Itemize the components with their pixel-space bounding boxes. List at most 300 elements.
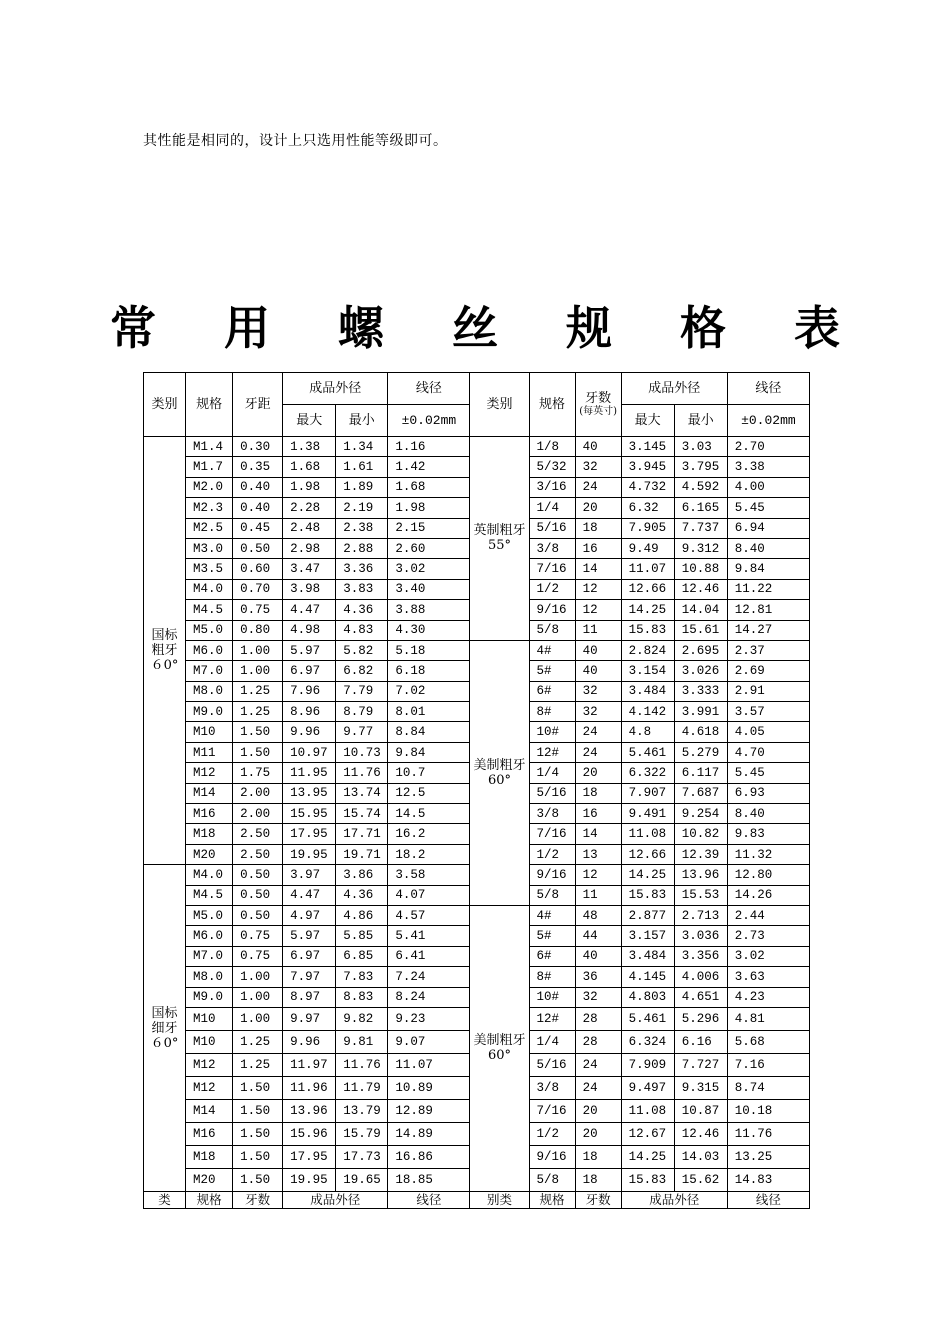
cell-l-4: 5.18 [388, 640, 470, 660]
cell-r-1: 16 [575, 538, 621, 558]
cell-r-1: 40 [575, 661, 621, 681]
cell-r-2: 3.484 [621, 681, 674, 701]
cell-r-2: 4.803 [621, 987, 674, 1007]
cell-l-2: 8.96 [283, 702, 336, 722]
cell-r-4: 6.94 [727, 518, 809, 538]
header-max-left: 最大 [283, 405, 336, 437]
footer-cell: 类 [144, 1191, 186, 1208]
cell-l-1: 0.50 [233, 538, 283, 558]
cell-r-1: 48 [575, 905, 621, 925]
cell-l-2: 9.96 [283, 722, 336, 742]
cell-r-2: 2.824 [621, 640, 674, 660]
cell-r-1: 18 [575, 783, 621, 803]
cell-r-3: 6.16 [674, 1030, 727, 1053]
cell-r-0: 10# [529, 722, 575, 742]
cell-l-4: 4.57 [388, 905, 470, 925]
cell-r-4: 12.81 [727, 600, 809, 620]
cell-l-1: 0.75 [233, 600, 283, 620]
cell-r-0: 1/4 [529, 1030, 575, 1053]
cell-r-2: 4.732 [621, 477, 674, 497]
cell-l-4: 4.07 [388, 885, 470, 905]
header-category-left: 类别 [144, 373, 186, 437]
cell-r-2: 4.145 [621, 967, 674, 987]
cell-r-4: 8.40 [727, 538, 809, 558]
cell-l-3: 13.79 [336, 1099, 388, 1122]
cell-l-4: 5.41 [388, 926, 470, 946]
cell-l-1: 1.50 [233, 722, 283, 742]
cell-l-0: M20 [186, 1168, 233, 1191]
cell-r-4: 5.45 [727, 498, 809, 518]
cell-r-1: 18 [575, 1168, 621, 1191]
cell-r-3: 4.592 [674, 477, 727, 497]
cell-r-0: 5/32 [529, 457, 575, 477]
cell-l-3: 17.73 [336, 1145, 388, 1168]
header-pitch: 牙距 [233, 373, 283, 437]
header-threads [575, 373, 621, 437]
cell-r-3: 6.165 [674, 498, 727, 518]
cell-r-2: 15.83 [621, 620, 674, 640]
cell-r-4: 13.25 [727, 1145, 809, 1168]
cell-l-2: 19.95 [283, 844, 336, 864]
cell-r-3: 12.39 [674, 844, 727, 864]
cell-l-0: M9.0 [186, 702, 233, 722]
header-pitch-dia-left: 线径 [388, 373, 470, 405]
cell-l-4: 1.42 [388, 457, 470, 477]
cell-r-2: 5.461 [621, 1007, 674, 1030]
cell-r-4: 11.22 [727, 579, 809, 599]
cell-r-2: 12.67 [621, 1122, 674, 1145]
cell-r-3: 12.46 [674, 1122, 727, 1145]
header-min-left: 最小 [336, 405, 388, 437]
cell-l-0: M12 [186, 763, 233, 783]
cell-r-0: 4# [529, 640, 575, 660]
cell-l-4: 18.2 [388, 844, 470, 864]
cell-r-4: 10.18 [727, 1099, 809, 1122]
cell-l-0: M10 [186, 1030, 233, 1053]
cell-l-4: 3.02 [388, 559, 470, 579]
cell-r-1: 32 [575, 681, 621, 701]
cell-r-3: 14.03 [674, 1145, 727, 1168]
cell-r-2: 4.8 [621, 722, 674, 742]
cell-r-3: 15.61 [674, 620, 727, 640]
cell-l-3: 4.36 [336, 600, 388, 620]
cell-r-3: 10.82 [674, 824, 727, 844]
cell-r-1: 12 [575, 600, 621, 620]
cell-r-3: 3.795 [674, 457, 727, 477]
cell-r-1: 12 [575, 579, 621, 599]
cell-l-0: M16 [186, 1122, 233, 1145]
cell-r-1: 40 [575, 437, 621, 457]
cell-l-0: M7.0 [186, 661, 233, 681]
cell-l-4: 3.40 [388, 579, 470, 599]
cell-r-3: 3.356 [674, 946, 727, 966]
header-outer-dia-left: 成品外径 [283, 373, 388, 405]
cell-l-2: 1.98 [283, 477, 336, 497]
category-right-uk_coarse: 英制粗牙55° [470, 437, 529, 641]
cell-l-4: 12.89 [388, 1099, 470, 1122]
cell-l-2: 1.68 [283, 457, 336, 477]
header-tolerance-left: ±0.02mm [388, 405, 470, 437]
cell-l-2: 6.97 [283, 946, 336, 966]
header-threads-note: (每英寸) [579, 406, 617, 417]
cell-r-1: 32 [575, 457, 621, 477]
cell-l-3: 3.36 [336, 559, 388, 579]
cell-l-3: 3.83 [336, 579, 388, 599]
cell-l-4: 4.30 [388, 620, 470, 640]
cell-l-4: 16.2 [388, 824, 470, 844]
cell-l-2: 19.95 [283, 1168, 336, 1191]
cell-r-1: 11 [575, 885, 621, 905]
cell-l-3: 11.76 [336, 1053, 388, 1076]
cell-l-3: 19.71 [336, 844, 388, 864]
cell-r-0: 10# [529, 987, 575, 1007]
cell-l-1: 2.50 [233, 824, 283, 844]
cell-l-4: 10.7 [388, 763, 470, 783]
cell-r-2: 6.322 [621, 763, 674, 783]
cell-l-1: 1.50 [233, 1099, 283, 1122]
cell-l-0: M6.0 [186, 640, 233, 660]
cell-r-0: 1/2 [529, 579, 575, 599]
cell-l-2: 11.95 [283, 763, 336, 783]
cell-l-0: M5.0 [186, 905, 233, 925]
cell-l-4: 3.88 [388, 600, 470, 620]
cell-l-0: M4.5 [186, 885, 233, 905]
cell-l-4: 11.07 [388, 1053, 470, 1076]
cell-r-2: 15.83 [621, 885, 674, 905]
cell-l-4: 9.84 [388, 742, 470, 762]
cell-l-3: 9.82 [336, 1007, 388, 1030]
cell-l-0: M14 [186, 1099, 233, 1122]
cell-l-4: 1.68 [388, 477, 470, 497]
cell-r-3: 3.333 [674, 681, 727, 701]
cell-r-2: 5.461 [621, 742, 674, 762]
cell-r-2: 14.25 [621, 1145, 674, 1168]
cell-r-3: 5.279 [674, 742, 727, 762]
cell-l-4: 2.15 [388, 518, 470, 538]
cell-l-1: 1.25 [233, 1053, 283, 1076]
cell-l-3: 2.88 [336, 538, 388, 558]
cell-l-2: 2.98 [283, 538, 336, 558]
cell-l-1: 0.45 [233, 518, 283, 538]
cell-l-3: 9.81 [336, 1030, 388, 1053]
cell-r-3: 7.737 [674, 518, 727, 538]
cell-r-1: 44 [575, 926, 621, 946]
cell-l-2: 15.95 [283, 804, 336, 824]
cell-r-4: 8.40 [727, 804, 809, 824]
cell-r-1: 14 [575, 559, 621, 579]
header-spec-left: 规格 [186, 373, 233, 437]
cell-r-2: 7.909 [621, 1053, 674, 1076]
cell-l-1: 0.60 [233, 559, 283, 579]
cell-r-3: 7.687 [674, 783, 727, 803]
cell-r-2: 9.49 [621, 538, 674, 558]
cell-l-2: 17.95 [283, 824, 336, 844]
cell-r-3: 9.315 [674, 1076, 727, 1099]
cell-l-2: 13.96 [283, 1099, 336, 1122]
cell-l-2: 7.96 [283, 681, 336, 701]
cell-r-2: 6.32 [621, 498, 674, 518]
cell-r-4: 8.74 [727, 1076, 809, 1099]
cell-l-3: 1.61 [336, 457, 388, 477]
cell-l-2: 9.97 [283, 1007, 336, 1030]
cell-r-4: 2.44 [727, 905, 809, 925]
cell-l-1: 0.30 [233, 437, 283, 457]
cell-l-0: M10 [186, 722, 233, 742]
table-row [144, 640, 810, 660]
cell-l-2: 10.97 [283, 742, 336, 762]
cell-l-1: 0.50 [233, 905, 283, 925]
cell-r-1: 20 [575, 1122, 621, 1145]
cell-r-4: 6.93 [727, 783, 809, 803]
cell-l-0: M11 [186, 742, 233, 762]
cell-r-2: 11.08 [621, 1099, 674, 1122]
cell-l-0: M2.3 [186, 498, 233, 518]
header-spec-right: 规格 [529, 373, 575, 437]
cell-r-4: 9.84 [727, 559, 809, 579]
cell-l-4: 7.24 [388, 967, 470, 987]
cell-l-1: 1.50 [233, 1122, 283, 1145]
header-max-right: 最大 [621, 405, 674, 437]
cell-r-3: 6.117 [674, 763, 727, 783]
cell-r-0: 9/16 [529, 865, 575, 885]
cell-l-3: 13.74 [336, 783, 388, 803]
page-title: 常 用 螺 丝 规 格 表 [109, 301, 867, 355]
category-right-us_coarse_b: 美制粗牙60° [470, 905, 529, 1191]
cell-l-1: 1.00 [233, 987, 283, 1007]
cell-r-2: 11.07 [621, 559, 674, 579]
cell-l-3: 4.86 [336, 905, 388, 925]
cell-r-4: 3.63 [727, 967, 809, 987]
cell-r-2: 3.157 [621, 926, 674, 946]
cell-r-1: 24 [575, 1076, 621, 1099]
cell-r-1: 40 [575, 640, 621, 660]
cell-l-2: 2.28 [283, 498, 336, 518]
cell-l-2: 6.97 [283, 661, 336, 681]
cell-r-0: 5# [529, 661, 575, 681]
footer-cell: 别类 [470, 1191, 529, 1208]
cell-r-3: 2.713 [674, 905, 727, 925]
cell-l-1: 2.50 [233, 844, 283, 864]
header-threads-label: 牙数 [585, 391, 612, 406]
cell-r-0: 8# [529, 967, 575, 987]
cell-l-2: 1.38 [283, 437, 336, 457]
cell-r-3: 9.312 [674, 538, 727, 558]
cell-r-2: 3.145 [621, 437, 674, 457]
cell-r-0: 3/8 [529, 804, 575, 824]
cell-l-0: M20 [186, 844, 233, 864]
cell-l-3: 11.79 [336, 1076, 388, 1099]
header-min-right: 最小 [674, 405, 727, 437]
footer-cell: 线径 [727, 1191, 809, 1208]
cell-r-2: 3.154 [621, 661, 674, 681]
cell-r-4: 14.26 [727, 885, 809, 905]
cell-r-3: 9.254 [674, 804, 727, 824]
footer-cell: 成品外径 [283, 1191, 388, 1208]
cell-l-0: M4.5 [186, 600, 233, 620]
cell-r-1: 24 [575, 1053, 621, 1076]
cell-r-0: 6# [529, 681, 575, 701]
cell-l-3: 8.83 [336, 987, 388, 1007]
cell-r-2: 9.491 [621, 804, 674, 824]
cell-r-1: 16 [575, 804, 621, 824]
cell-l-3: 9.77 [336, 722, 388, 742]
cell-r-2: 7.905 [621, 518, 674, 538]
cell-l-3: 11.76 [336, 763, 388, 783]
cell-l-1: 0.80 [233, 620, 283, 640]
cell-r-3: 4.651 [674, 987, 727, 1007]
cell-l-1: 1.25 [233, 1030, 283, 1053]
cell-l-0: M5.0 [186, 620, 233, 640]
cell-l-2: 9.96 [283, 1030, 336, 1053]
cell-l-2: 11.97 [283, 1053, 336, 1076]
cell-r-0: 1/4 [529, 498, 575, 518]
cell-l-4: 8.01 [388, 702, 470, 722]
cell-r-0: 12# [529, 742, 575, 762]
cell-l-4: 3.58 [388, 865, 470, 885]
category-right-us_coarse_a: 美制粗牙60° [470, 640, 529, 905]
cell-l-4: 2.60 [388, 538, 470, 558]
cell-l-2: 17.95 [283, 1145, 336, 1168]
cell-r-0: 4# [529, 905, 575, 925]
cell-l-1: 0.40 [233, 477, 283, 497]
cell-l-0: M16 [186, 804, 233, 824]
category-left-gb_coarse: 国标粗牙６0° [144, 437, 186, 865]
cell-r-0: 5/8 [529, 1168, 575, 1191]
cell-l-1: 1.00 [233, 661, 283, 681]
cell-r-0: 7/16 [529, 1099, 575, 1122]
cell-r-4: 4.05 [727, 722, 809, 742]
cell-r-0: 6# [529, 946, 575, 966]
cell-l-2: 7.97 [283, 967, 336, 987]
cell-r-2: 11.08 [621, 824, 674, 844]
cell-r-1: 32 [575, 987, 621, 1007]
cell-l-1: 1.00 [233, 640, 283, 660]
cell-l-1: 0.75 [233, 946, 283, 966]
cell-l-2: 3.98 [283, 579, 336, 599]
cell-l-1: 1.75 [233, 763, 283, 783]
header-category-right: 类别 [470, 373, 529, 437]
cell-r-4: 2.91 [727, 681, 809, 701]
cell-r-0: 1/2 [529, 844, 575, 864]
cell-l-0: M1.4 [186, 437, 233, 457]
cell-l-2: 5.97 [283, 640, 336, 660]
cell-r-2: 3.484 [621, 946, 674, 966]
footer-cell: 牙数 [575, 1191, 621, 1208]
cell-r-0: 7/16 [529, 824, 575, 844]
cell-r-1: 20 [575, 498, 621, 518]
footer-cell: 牙数 [233, 1191, 283, 1208]
cell-l-1: 2.00 [233, 804, 283, 824]
header-outer-dia-right: 成品外径 [621, 373, 727, 405]
cell-l-0: M10 [186, 1007, 233, 1030]
cell-r-4: 11.76 [727, 1122, 809, 1145]
cell-r-4: 5.68 [727, 1030, 809, 1053]
cell-l-1: 1.25 [233, 702, 283, 722]
cell-l-3: 7.79 [336, 681, 388, 701]
cell-r-1: 12 [575, 865, 621, 885]
cell-l-0: M8.0 [186, 681, 233, 701]
cell-l-4: 6.41 [388, 946, 470, 966]
cell-r-3: 14.04 [674, 600, 727, 620]
cell-r-1: 28 [575, 1030, 621, 1053]
footer-cell: 成品外径 [621, 1191, 727, 1208]
cell-r-2: 3.945 [621, 457, 674, 477]
cell-r-4: 2.73 [727, 926, 809, 946]
cell-l-1: 1.50 [233, 742, 283, 762]
cell-r-4: 11.32 [727, 844, 809, 864]
cell-r-2: 14.25 [621, 600, 674, 620]
cell-l-2: 4.47 [283, 885, 336, 905]
cell-l-2: 5.97 [283, 926, 336, 946]
cell-r-0: 1/2 [529, 1122, 575, 1145]
cell-l-3: 4.83 [336, 620, 388, 640]
cell-l-0: M1.7 [186, 457, 233, 477]
cell-l-0: M4.0 [186, 579, 233, 599]
cell-r-1: 24 [575, 742, 621, 762]
cell-r-4: 2.70 [727, 437, 809, 457]
cell-r-4: 12.80 [727, 865, 809, 885]
cell-l-0: M2.5 [186, 518, 233, 538]
cell-r-0: 5/16 [529, 783, 575, 803]
cell-l-1: 1.00 [233, 967, 283, 987]
cell-l-3: 1.34 [336, 437, 388, 457]
cell-l-4: 1.16 [388, 437, 470, 457]
cell-l-2: 8.97 [283, 987, 336, 1007]
cell-l-3: 5.85 [336, 926, 388, 946]
cell-r-0: 1/4 [529, 763, 575, 783]
cell-r-1: 11 [575, 620, 621, 640]
cell-l-4: 7.02 [388, 681, 470, 701]
cell-r-4: 2.37 [727, 640, 809, 660]
cell-r-3: 5.296 [674, 1007, 727, 1030]
cell-r-4: 9.83 [727, 824, 809, 844]
cell-r-1: 24 [575, 722, 621, 742]
cell-r-4: 4.81 [727, 1007, 809, 1030]
cell-l-1: 1.50 [233, 1168, 283, 1191]
cell-r-1: 18 [575, 518, 621, 538]
cell-l-2: 15.96 [283, 1122, 336, 1145]
cell-r-1: 36 [575, 967, 621, 987]
cell-l-2: 2.48 [283, 518, 336, 538]
cell-l-4: 8.84 [388, 722, 470, 742]
intro-paragraph: 其性能是相同的，设计上只选用性能等级即可。 [143, 133, 448, 149]
cell-r-1: 20 [575, 763, 621, 783]
cell-r-1: 20 [575, 1099, 621, 1122]
cell-l-0: M3.5 [186, 559, 233, 579]
cell-l-1: 0.35 [233, 457, 283, 477]
cell-l-4: 1.98 [388, 498, 470, 518]
cell-r-0: 3/16 [529, 477, 575, 497]
cell-l-0: M6.0 [186, 926, 233, 946]
cell-l-4: 18.85 [388, 1168, 470, 1191]
cell-l-4: 10.89 [388, 1076, 470, 1099]
cell-r-0: 9/16 [529, 1145, 575, 1168]
cell-r-3: 10.88 [674, 559, 727, 579]
cell-r-1: 18 [575, 1145, 621, 1168]
cell-l-0: M8.0 [186, 967, 233, 987]
cell-r-0: 5/8 [529, 885, 575, 905]
cell-l-3: 6.82 [336, 661, 388, 681]
cell-r-0: 5/16 [529, 518, 575, 538]
cell-l-2: 3.47 [283, 559, 336, 579]
cell-l-3: 15.74 [336, 804, 388, 824]
header-pitch-dia-right: 线径 [727, 373, 809, 405]
footer-cell: 线径 [388, 1191, 470, 1208]
cell-l-0: M12 [186, 1053, 233, 1076]
cell-r-4: 3.57 [727, 702, 809, 722]
cell-r-3: 10.87 [674, 1099, 727, 1122]
cell-l-3: 17.71 [336, 824, 388, 844]
